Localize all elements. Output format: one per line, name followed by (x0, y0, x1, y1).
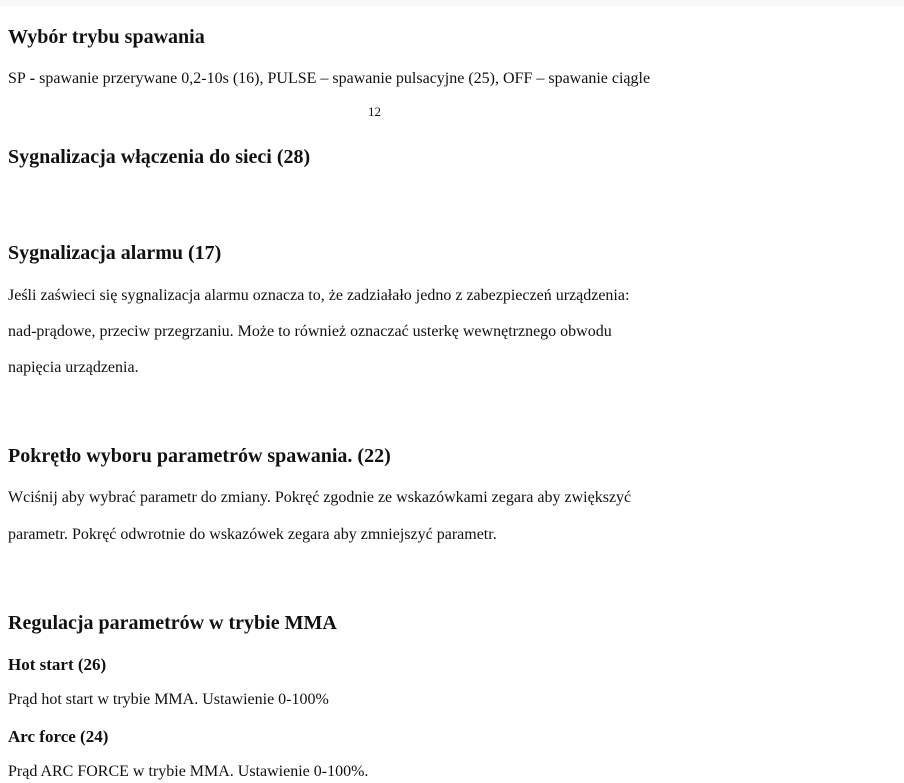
knob-text-line: parametr. Pokręć odwrotnie do wskazówek zegara aby zmniejszyć parametr. (8, 526, 497, 543)
arc-force-description: Prąd ARC FORCE w trybie MMA. Ustawienie 0-100%. (8, 763, 369, 780)
heading-mma-parameters: Regulacja parametrów w trybie MMA (8, 612, 337, 634)
mode-sp-label: SP (8, 70, 26, 87)
knob-text-line: Wciśnij aby wybrać parametr do zmiany. Pokręć zgodnie ze wskazówkami zegara aby zwiększyć (8, 489, 632, 506)
hot-start-title: Hot start (26) (8, 655, 107, 674)
alarm-text-line: napięcia urządzenia. (8, 359, 139, 376)
mode-dash: - (25, 70, 40, 87)
mode-description-text: spawanie przerywane 0,2-10s (16), PULSE – spawanie pulsacyjne (25), OFF – spawanie ciągle (39, 70, 651, 87)
heading-parameter-knob: Pokrętło wyboru parametrów spawania. (22) (8, 445, 391, 467)
alarm-text-line: Jeśli zaświeci się sygnalizacja alarmu oznacza to, że zadziałało jedno z zabezpieczeń urządzenia: (8, 287, 630, 304)
top-edge-strip (0, 0, 904, 6)
heading-alarm-signal: Sygnalizacja alarmu (17) (8, 242, 222, 264)
page-number: 12 (368, 104, 381, 119)
hot-start-description: Prąd hot start w trybie MMA. Ustawienie 0-100% (8, 691, 329, 708)
heading-welding-mode: Wybór trybu spawania (8, 26, 205, 48)
welding-mode-description (8, 70, 650, 88)
arc-force-title: Arc force (24) (8, 727, 109, 746)
heading-power-signal: Sygnalizacja włączenia do sieci (28) (8, 146, 311, 168)
alarm-text-line: nad-prądowe, przeciw przegrzaniu. Może to również oznaczać usterkę wewnętrznego obwodu (8, 323, 612, 340)
